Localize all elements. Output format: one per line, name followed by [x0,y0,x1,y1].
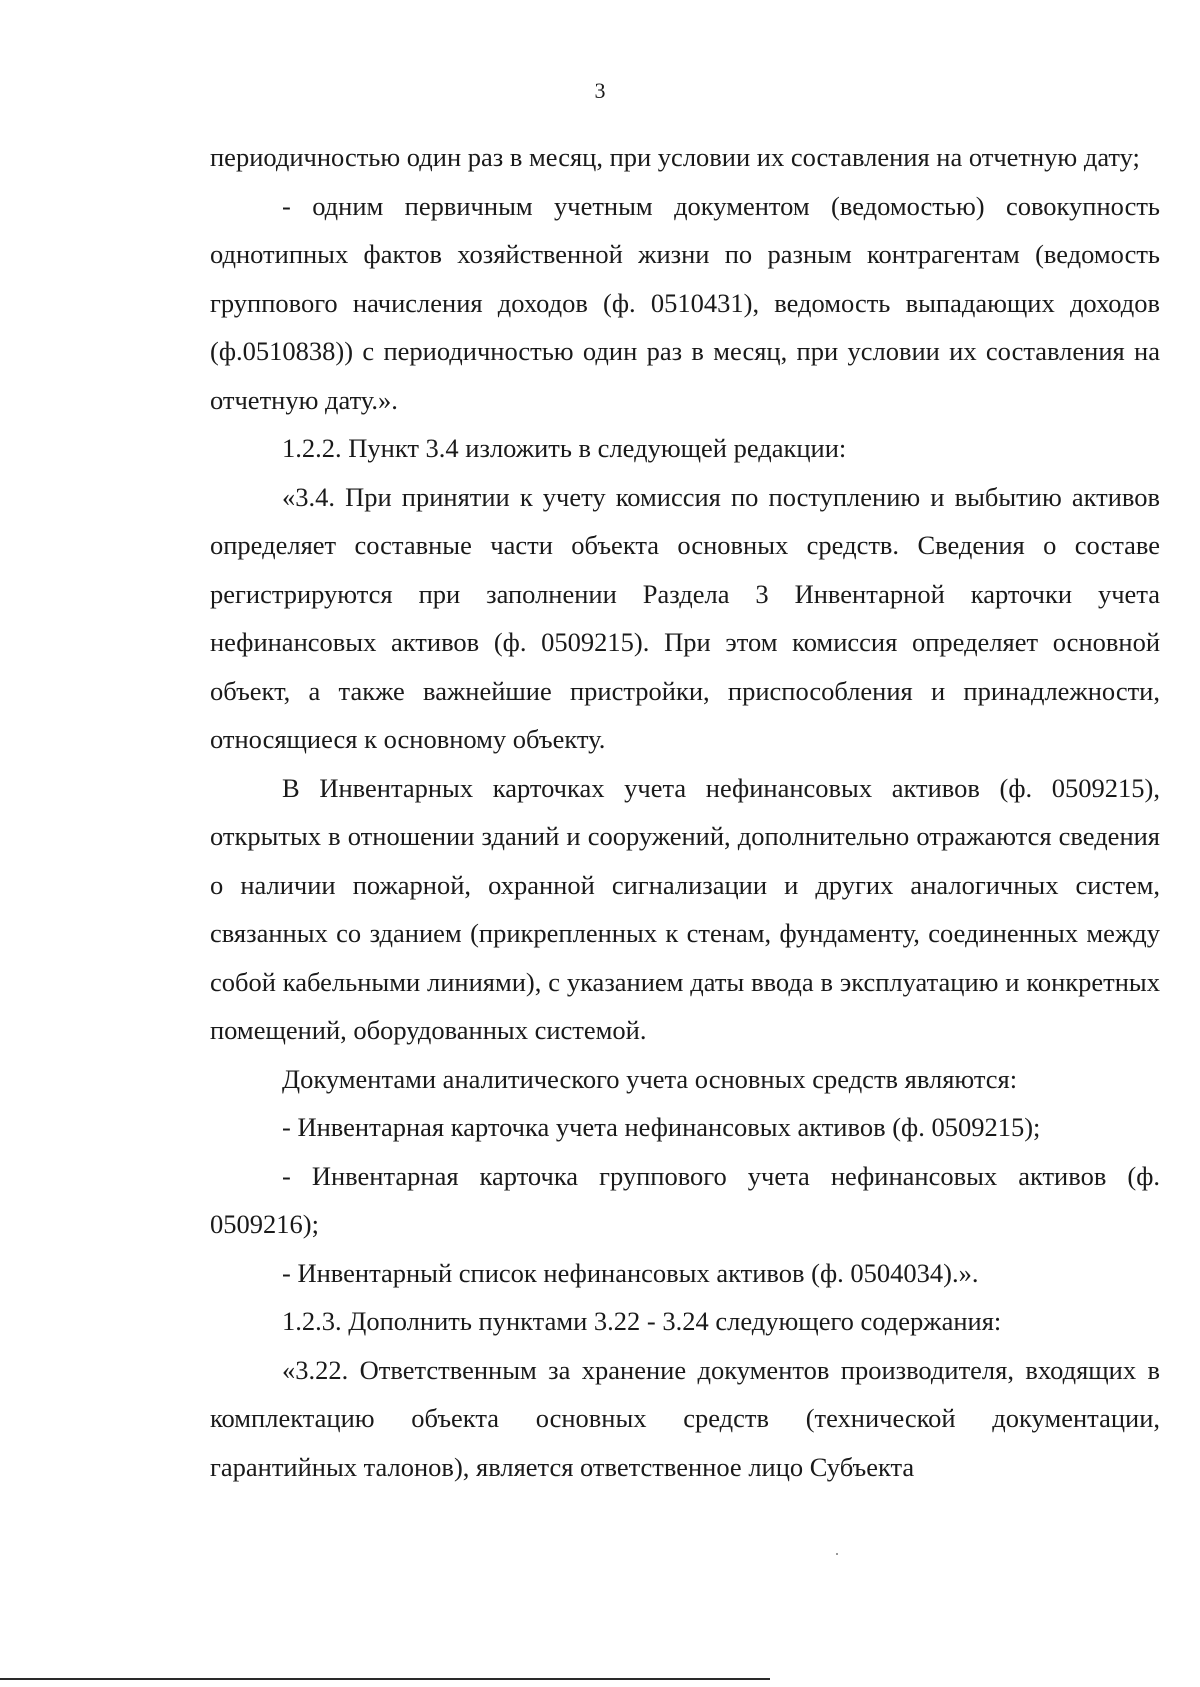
paragraph-item-3-22: «3.22. Ответственным за хранение документов производителя, входящих в комплектацию объекта основных средств (технической документации, гарантийных талонов), является ответственное лицо Субъекта [210,1354,1160,1482]
footer-rule [0,1678,770,1680]
paragraph-list-item: - Инвентарная карточка группового учета нефинансовых активов (ф. 0509216); [210,1160,1160,1239]
paragraph-documents-heading: Документами аналитического учета основных средств являются: [282,1063,1018,1094]
paragraph-list-item: - одним первичным учетным документом (ведомостью) совокупность однотипных фактов хозяйственной жизни по разным контрагентам (ведомость группового начисления доходов (ф. 0510431), ведомость выпадающих доходов (ф.0510838)) с периодичностью один раз в месяц, при условии их составления на отчетную дату.». [210,190,1160,415]
paragraph-list-item: - Инвентарная карточка учета нефинансовых активов (ф. 0509215); [282,1112,1041,1142]
paragraph-clause-1-2-2: 1.2.2. Пункт 3.4 изложить в следующей редакции: [282,433,847,463]
paragraph-list-item: - Инвентарный список нефинансовых активов (ф. 0504034).». [282,1257,979,1288]
paragraph-inventory-cards: В Инвентарных карточках учета нефинансовых активов (ф. 0509215), открытых в отношении зданий и сооружений, дополнительно отражаются сведения о наличии пожарной, охранной сигнализации и других аналогичных систем, связанных со зданием (прикрепленных к стенам, фундаменту, соединенных между собой кабельными линиями), с указанием даты ввода в эксплуатацию и конкретных помещений, оборудованных системой. [210,772,1160,1045]
paragraph-continuation: периодичностью один раз в месяц, при условии их составления на отчетную дату; [210,142,1140,172]
paragraph-item-3-4: «3.4. При принятии к учету комиссия по поступлению и выбытию активов определяет составные части объекта основных средств. Сведения о составе регистрируются при заполнении Раздела 3 Инвентарной карточки учета нефинансовых активов (ф. 0509215). При этом комиссия определяет основной объект, а также важнейшие пристройки, приспособления и принадлежности, относящиеся к основному объекту. [210,481,1160,754]
scan-speck [836,1553,838,1555]
document-body [210,133,1160,1491]
paragraph-clause-1-2-3: 1.2.3. Дополнить пунктами 3.22 - 3.24 следующего содержания: [282,1306,1002,1336]
page-number: 3 [594,78,606,103]
